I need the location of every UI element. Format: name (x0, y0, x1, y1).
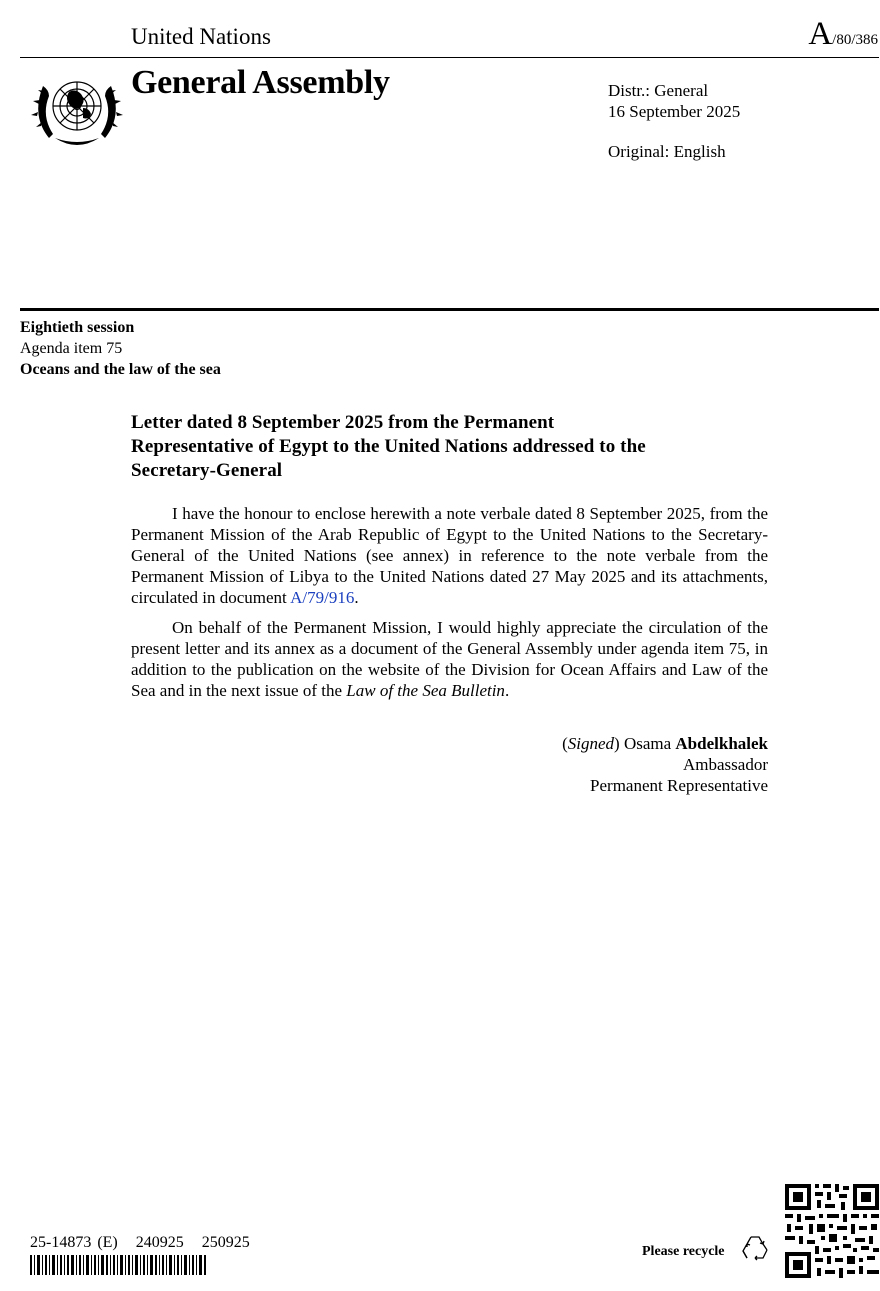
recycle-icon (738, 1233, 772, 1265)
letter-title (131, 411, 771, 483)
organization-name: United Nations (131, 24, 271, 49)
bulletin-title: Law of the Sea Bulletin (346, 681, 505, 700)
distribution: Distr.: General (608, 81, 709, 100)
session-block (20, 317, 221, 380)
symbol-number: /80/386 (832, 32, 878, 48)
un-emblem-icon (27, 68, 127, 152)
letter-title-line: Secretary-General (131, 460, 283, 481)
paragraph-2-text: On behalf of the Permanent Mission, I would highly appreciate the circulation of the present letter and its annex as a document of the General Assembly under agenda item 75, in addition to the publication on the website of the Division for Ocean Affairs and Law of the Sea and in the next issue of the (131, 618, 768, 700)
session-rule (20, 308, 879, 311)
signature-line (562, 733, 768, 754)
qr-code-icon (785, 1184, 879, 1278)
symbol-letter: A (808, 16, 833, 52)
signatory-last-name: Abdelkhalek (675, 734, 768, 753)
agenda-item: Agenda item 75 (20, 340, 123, 357)
signature-block (562, 733, 768, 796)
signed-label: Signed (567, 734, 615, 753)
footer-date-1: 240925 (135, 1234, 184, 1251)
document-link[interactable]: A/79/916 (290, 588, 355, 607)
footer-doc-number (30, 1234, 268, 1252)
paragraph-1-text: I have the honour to enclose herewith a note verbale dated 8 September 2025, from the Permanent Mission of the Arab Republic of Egypt to the United Nations to the Secretary-General of the United Nations (see annex) in reference to the note verbale from the Permanent Mission of Libya to the United Nations dated 27 May 2025 and its attachments, circulated in document (131, 504, 768, 607)
please-recycle-label: Please recycle (642, 1244, 725, 1259)
footer-date-2: 250925 (201, 1234, 250, 1251)
distribution-block (608, 80, 740, 122)
organ-title: General Assembly (131, 64, 390, 101)
letter-title-line: Letter dated 8 September 2025 from the Permanent (131, 412, 555, 433)
issue-date: 16 September 2025 (608, 102, 741, 121)
session-name: Eightieth session (20, 319, 135, 336)
paren: ( (562, 734, 568, 753)
job-number: 25-14873 (E) (30, 1234, 118, 1251)
letter-title-line: Representative of Egypt to the United Nations addressed to the (131, 436, 646, 457)
signatory-position: Permanent Representative (590, 776, 768, 795)
original-language: Original: English (608, 142, 726, 161)
barcode-icon (30, 1255, 206, 1275)
agenda-title: Oceans and the law of the sea (20, 361, 221, 378)
paren: ) (614, 734, 620, 753)
paragraph-2 (131, 617, 768, 701)
paragraph-1 (131, 503, 768, 608)
header-rule (20, 57, 879, 58)
signatory-title: Ambassador (683, 755, 768, 774)
signatory-first-name: Osama (623, 734, 672, 753)
paragraph-2-end: . (504, 681, 510, 700)
paragraph-1-end: . (354, 588, 359, 607)
document-symbol (808, 16, 878, 53)
